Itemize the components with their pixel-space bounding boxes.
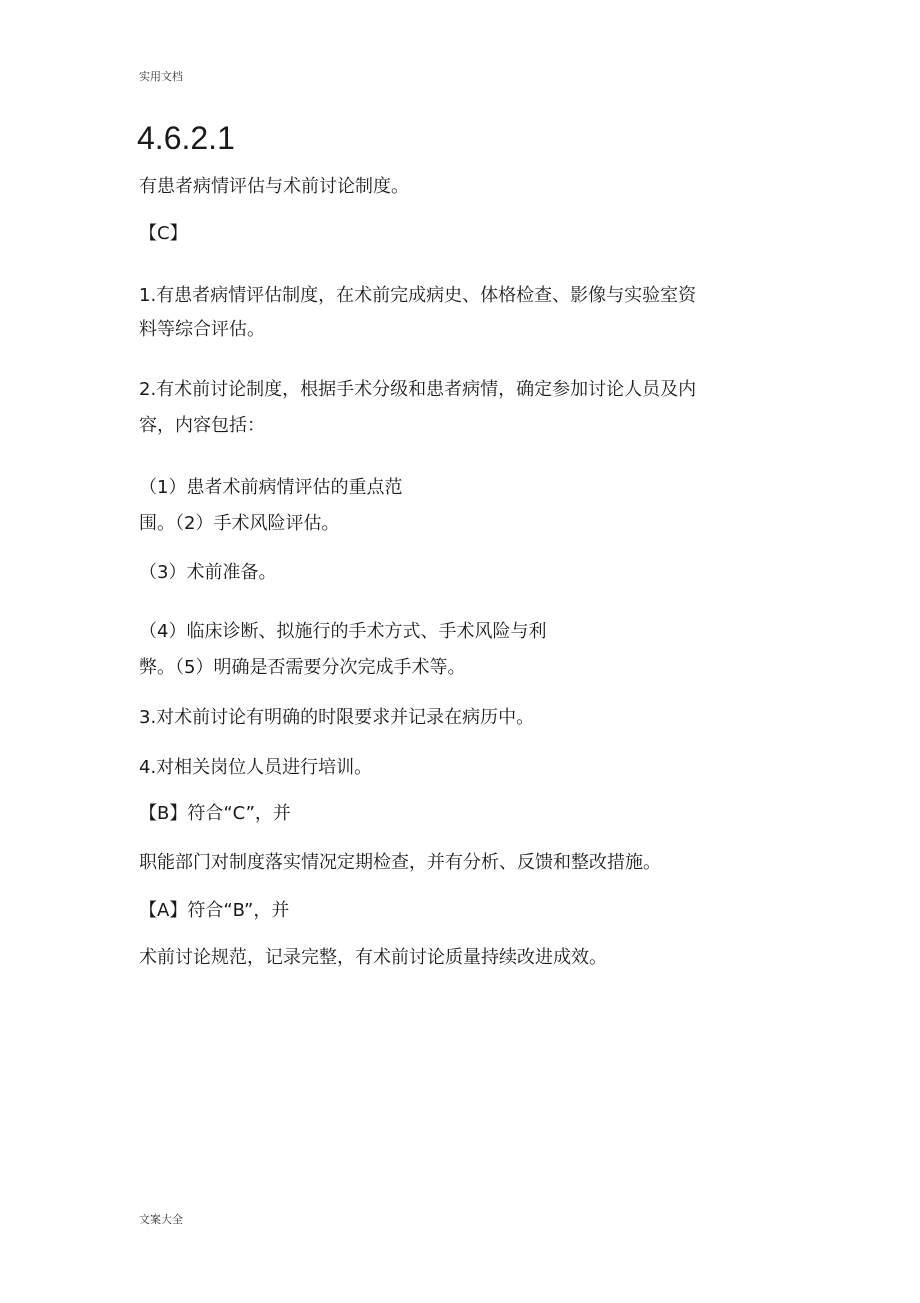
- page-header: 实用文档: [139, 70, 183, 83]
- grade-b-content: 职能部门对制度落实情况定期检查，并有分析、反馈和整改措施。: [139, 852, 661, 873]
- item-3: 3.对术前讨论有明确的时限要求并记录在病历中。: [139, 707, 535, 728]
- grade-a-heading: 【A】符合“B”，并: [139, 900, 290, 921]
- sub-item-1-line-1: （1）患者术前病情评估的重点范: [139, 477, 403, 498]
- grade-a-content: 术前讨论规范，记录完整，有术前讨论质量持续改进成效。: [139, 947, 607, 968]
- item-1-line-2: 料等综合评估。: [139, 319, 265, 340]
- grade-b-heading: 【B】符合“C”，并: [139, 803, 291, 824]
- sub-item-4-line-2: 弊。（5）明确是否需要分次完成手术等。: [139, 657, 466, 678]
- section-title: 4.6.2.1: [137, 120, 235, 156]
- item-4: 4.对相关岗位人员进行培训。: [139, 757, 373, 778]
- intro-line: 有患者病情评估与术前讨论制度。: [139, 176, 409, 197]
- item-1-line-1: 1.有患者病情评估制度，在术前完成病史、体格检查、影像与实验室资: [139, 285, 697, 306]
- item-2-line-2: 容，内容包括：: [139, 415, 265, 436]
- grade-c-heading: 【C】: [139, 223, 188, 244]
- item-2-line-1: 2.有术前讨论制度，根据手术分级和患者病情，确定参加讨论人员及内: [139, 379, 697, 400]
- sub-item-3: （3）术前准备。: [139, 562, 277, 583]
- sub-item-1-line-2: 围。（2）手术风险评估。: [139, 513, 340, 534]
- sub-item-4-line-1: （4）临床诊断、拟施行的手术方式、手术风险与利: [139, 621, 547, 642]
- page-footer: 文案大全: [139, 1213, 183, 1226]
